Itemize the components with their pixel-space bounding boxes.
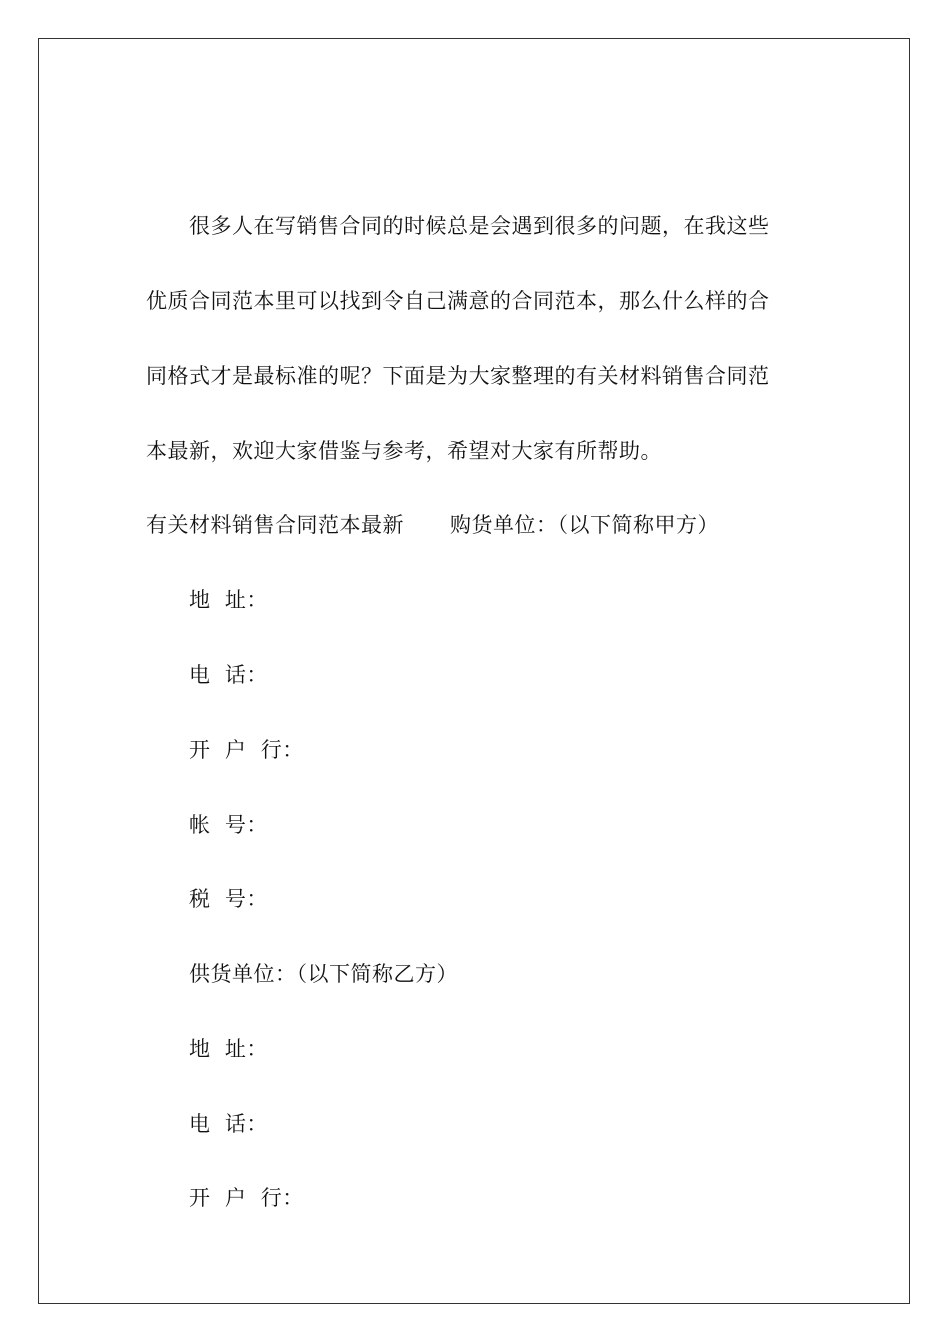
buyer-account-label: 帐 号： (189, 813, 268, 837)
intro-line-1: 很多人在写销售合同的时候总是会遇到很多的问题，在我这些 (189, 214, 770, 238)
buyer-phone-label: 电 话： (189, 663, 268, 687)
heading-line (146, 510, 719, 540)
document-title: 有关材料销售合同范本最新 (146, 513, 404, 537)
buyer-address-label: 地 址： (189, 588, 268, 612)
seller-unit-label: 供货单位：（以下简称乙方） (189, 962, 458, 986)
buyer-bank-label: 开 户 行： (189, 738, 304, 762)
seller-address-label: 地 址： (189, 1037, 268, 1061)
seller-bank-label: 开 户 行： (189, 1186, 304, 1210)
buyer-tax-label: 税 号： (189, 887, 268, 911)
intro-line-3: 同格式才是最标准的呢？下面是为大家整理的有关材料销售合同范 (146, 364, 770, 388)
buyer-unit-label: 购货单位：（以下简称甲方） (450, 513, 719, 537)
seller-phone-label: 电 话： (189, 1112, 268, 1136)
intro-line-4: 本最新，欢迎大家借鉴与参考，希望对大家有所帮助。 (146, 439, 662, 463)
intro-line-2: 优质合同范本里可以找到令自己满意的合同范本，那么什么样的合 (146, 289, 770, 313)
